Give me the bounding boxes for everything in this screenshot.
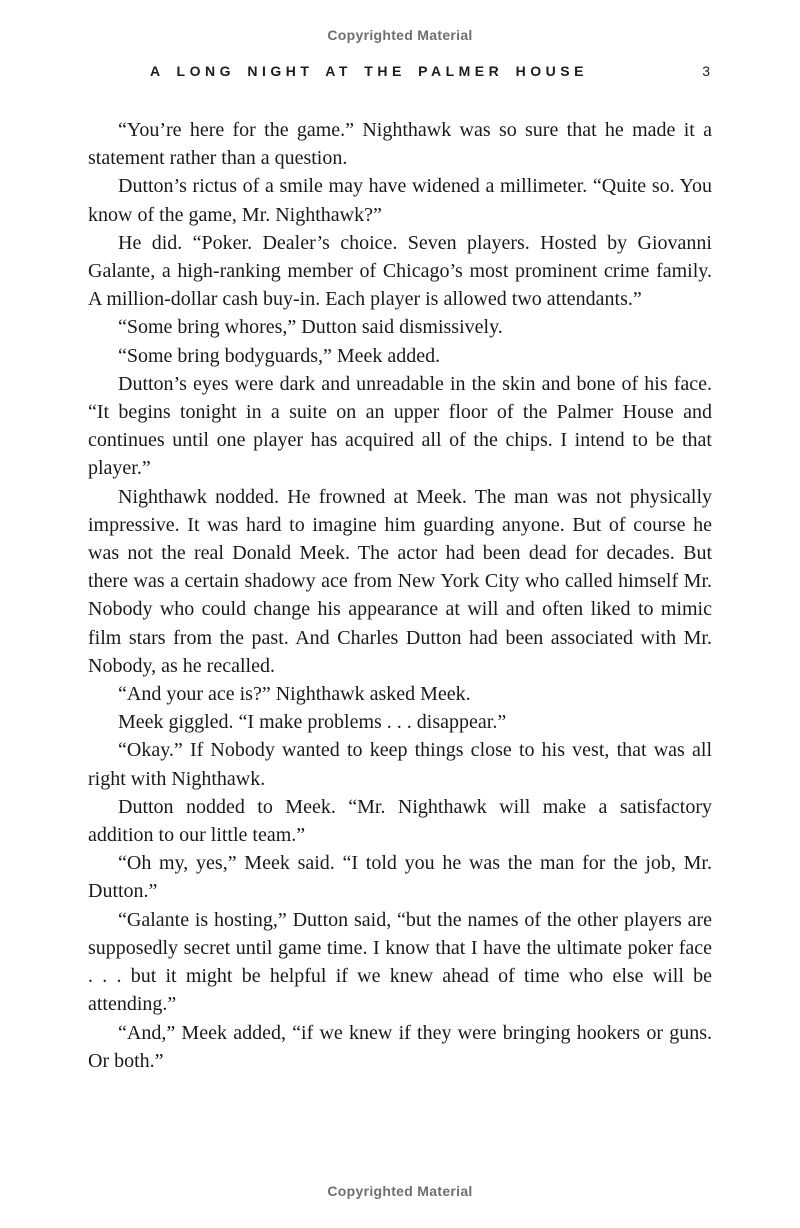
page-header [88, 63, 712, 87]
body-text [88, 116, 712, 1075]
running-title: A LONG NIGHT AT THE PALMER HOUSE [150, 63, 588, 79]
paragraph: “Some bring whores,” Dutton said dismissively. [118, 316, 503, 339]
paragraph: Meek giggled. “I make problems . . . disappear.” [118, 711, 507, 734]
paragraph: “And,” Meek added, “if we knew if they were bringing hookers or guns. Or both.” [88, 1021, 712, 1072]
copyright-notice-top: Copyrighted Material [327, 27, 473, 43]
paragraph: Dutton’s eyes were dark and unreadable in the skin and bone of his face. “It begins tonight in a suite on an upper floor of the Palmer House and continues until one player has acquired all of the chips. I intend to be that player.” [88, 372, 712, 480]
paragraph: “Some bring bodyguards,” Meek added. [118, 344, 441, 367]
paragraph: Nighthawk nodded. He frowned at Meek. The man was not physically impressive. It was hard to imagine him guarding anyone. But of course he was not the real Donald Meek. The actor had been dead for decades. But there was a certain shadowy ace from New York City who called himself Mr. Nobody who could change his appearance at will and often liked to mimic film stars from the past. And Charles Dutton had been associated with Mr. Nobody, as he recalled. [88, 485, 712, 677]
paragraph: “Okay.” If Nobody wanted to keep things close to his vest, that was all right with Nighthawk. [88, 739, 712, 790]
paragraph: Dutton’s rictus of a smile may have widened a millimeter. “Quite so. You know of the game, Mr. Nighthawk?” [88, 175, 712, 226]
paragraph: “Galante is hosting,” Dutton said, “but the names of the other players are supposedly secret until game time. I know that I have the ultimate poker face . . . but it might be helpful if we knew ahead of time who else will be attending.” [88, 908, 712, 1016]
paragraph: “Oh my, yes,” Meek said. “I told you he was the man for the job, Mr. Dutton.” [88, 852, 712, 903]
paragraph: “You’re here for the game.” Nighthawk was so sure that he made it a statement rather than a question. [88, 119, 712, 170]
paragraph: Dutton nodded to Meek. “Mr. Nighthawk will make a satisfactory addition to our little team.” [88, 795, 712, 847]
paragraph: He did. “Poker. Dealer’s choice. Seven players. Hosted by Giovanni Galante, a high-ranking member of Chicago’s most prominent crime family. A million-dollar cash buy-in. Each player is allowed two attendants.” [88, 231, 712, 311]
copyright-notice-bottom: Copyrighted Material [327, 1183, 473, 1199]
page-number: 3 [702, 63, 710, 79]
paragraph: “And your ace is?” Nighthawk asked Meek. [118, 683, 471, 706]
